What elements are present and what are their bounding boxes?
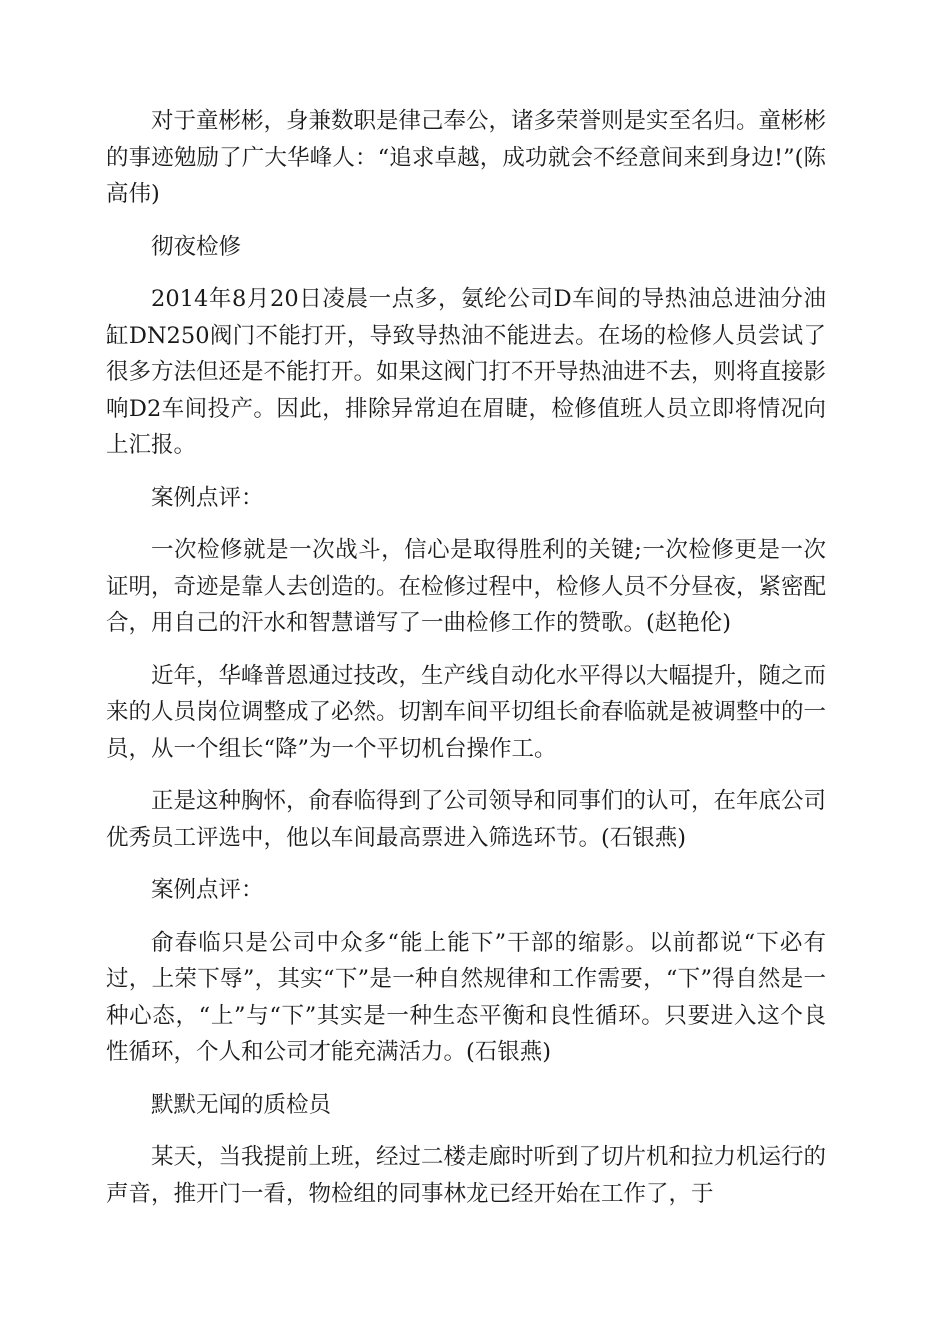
paragraph-repair-review: 一次检修就是一次战斗，信心是取得胜利的关键;一次检修更是一次证明，奇迹是靠人去创造的。在检修过程中，检修人员不分昼夜，紧密配合，用自己的汗水和智慧谱写了一曲检修工作的赞歌。(赵艳伦) (106, 537, 827, 636)
paragraph-up-down-review: 俞春临只是公司中众多“能上能下”干部的缩影。以前都说“下必有过，上荣下辱”，其实“下”是一种自然规律和工作需要，“下”得自然是一种心态，“上”与“下”其实是一种生态平衡和良性循环。只要进入这个良性循环，个人和公司才能充满活力。(石银燕) (106, 929, 826, 1065)
paragraph-yu-chunlin-recognition: 正是这种胸怀，俞春临得到了公司领导和同事们的认可，在年底公司优秀员工评选中，他以车间最高票进入筛选环节。(石银燕) (106, 788, 827, 851)
paragraph-quality-inspector-story: 某天，当我提前上班，经过二楼走廊时听到了切片机和拉力机运行的声音，推开门一看，物检组的同事林龙已经开始在工作了，于 (106, 1144, 827, 1207)
paragraph-automation-adjustment: 近年，华峰普恩通过技改，生产线自动化水平得以大幅提升，随之而来的人员岗位调整成了必然。切割车间平切组长俞春临就是被调整中的一员，从一个组长“降”为一个平切机台操作工。 (106, 662, 827, 762)
case-review-heading: 案例点评： (151, 877, 264, 903)
case-review-heading: 案例点评： (151, 484, 264, 511)
section-heading-overnight-repair: 彻夜检修 (151, 233, 242, 260)
paragraph-tong-binbin-summary: 对于童彬彬，身兼数职是律己奉公，诸多荣誉则是实至名归。童彬彬的事迹勉励了广大华峰人：“追求卓越，成功就会不经意间来到身边!”(陈高伟) (106, 108, 827, 207)
document-body (106, 103, 826, 1228)
section-heading-quality-inspector: 默默无闻的质检员 (151, 1091, 332, 1118)
paragraph-valve-incident: 2014年8月20日凌晨一点多，氨纶公司D车间的导热油总进油分油缸DN250阀门不能打开，导致导热油不能进去。在场的检修人员尝试了很多方法但还是不能打开。如果这阀门打不开导热油进不去，则将直接影响D2车间投产。因此，排除异常迫在眉睫，检修值班人员立即将情况向上汇报。 (106, 286, 827, 458)
